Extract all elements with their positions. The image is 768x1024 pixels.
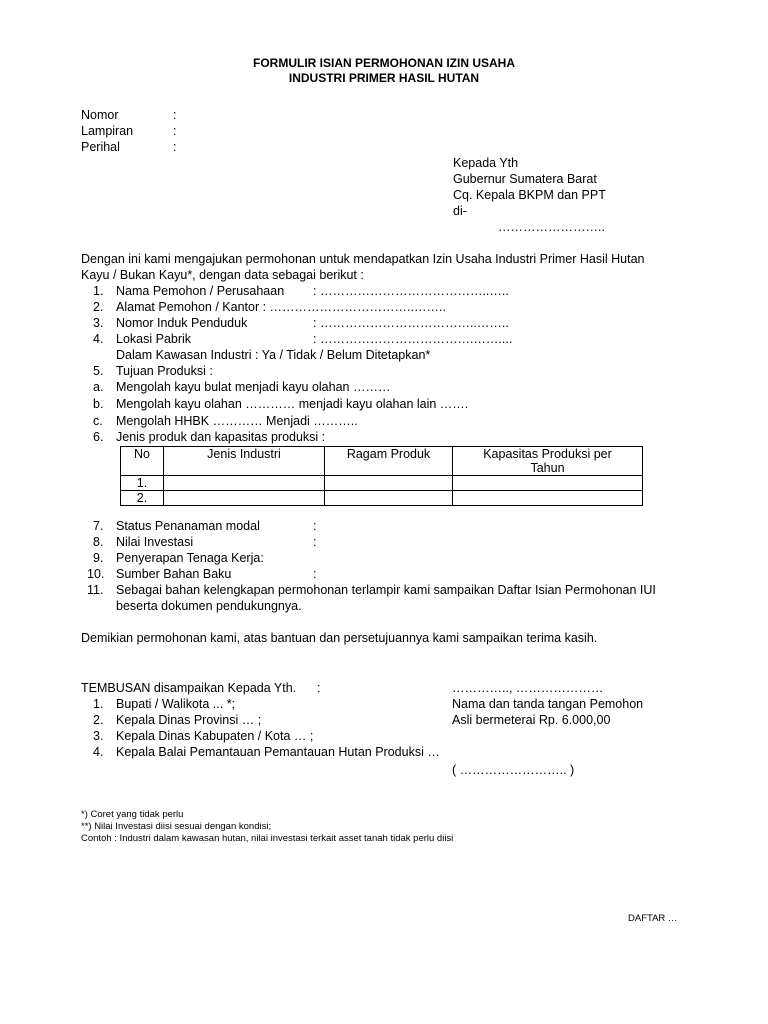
item-3-number: 3. [93, 316, 104, 330]
item-9-number: 9. [93, 551, 104, 565]
footnote-3: Contoh : Industri dalam kawasan hutan, nilai investasi terkait asset tanah tidak perlu diisi [81, 833, 454, 844]
row-2-no: 2. [121, 491, 164, 506]
row-1-ragam[interactable] [325, 476, 453, 491]
row-2-ragam[interactable] [325, 491, 453, 506]
item-5b-label: Mengolah kayu olahan ………… menjadi kayu olahan lain ……. [116, 397, 469, 411]
perihal-colon: : [173, 140, 177, 154]
footnote-2: **) Nilai Investasi diisi sesuai dengan kondisi; [81, 821, 272, 832]
item-7-colon: : [313, 519, 317, 533]
item-4-kawasan: Dalam Kawasan Industri : Ya / Tidak / Belum Ditetapkan* [116, 348, 431, 362]
form-title-line1: FORMULIR ISIAN PERMOHONAN IZIN USAHA [253, 56, 515, 70]
header-ragam-produk: Ragam Produk [325, 447, 453, 476]
lampiran-colon: : [173, 124, 177, 138]
item-1-value: : …………………………………..….. [313, 284, 509, 298]
table-row [121, 491, 643, 506]
cc-item-2-number: 2. [93, 713, 104, 727]
item-1-label: Nama Pemohon / Perusahaan [116, 284, 285, 298]
recipient-line1: Kepada Yth [453, 156, 519, 170]
item-8-number: 8. [93, 535, 104, 549]
item-10-label: Sumber Bahan Baku [116, 567, 232, 581]
perihal-label: Perihal [81, 140, 120, 154]
header-jenis-industri: Jenis Industri [164, 447, 325, 476]
signature-meterai: Asli bermeterai Rp. 6.000,00 [452, 713, 611, 727]
header-kapasitas [453, 447, 643, 476]
row-2-jenis[interactable] [164, 491, 325, 506]
item-2-number: 2. [93, 300, 104, 314]
production-capacity-table [120, 446, 643, 506]
row-1-jenis[interactable] [164, 476, 325, 491]
cc-item-4-number: 4. [93, 745, 104, 759]
recipient-line3: Cq. Kepala BKPM dan PPT [453, 188, 606, 202]
cc-item-1-number: 1. [93, 697, 104, 711]
recipient-line4: di- [453, 204, 467, 218]
lampiran-label: Lampiran [81, 124, 134, 138]
header-kapasitas-line2: Tahun [530, 461, 565, 475]
signature-place-date: ………….., ………………… [452, 681, 604, 695]
item-5a-label: Mengolah kayu bulat menjadi kayu olahan ……… [116, 380, 391, 394]
form-title-line2: INDUSTRI PRIMER HASIL HUTAN [288, 71, 480, 85]
footnote-1: *) Coret yang tidak perlu [81, 809, 184, 820]
cc-item-3-number: 3. [93, 729, 104, 743]
item-4-number: 4. [93, 332, 104, 346]
intro-line1: Dengan ini kami mengajukan permohonan untuk mendapatkan Izin Usaha Industri Primer Hasil Hutan [81, 252, 645, 266]
nomor-label: Nomor [81, 108, 119, 122]
item-5a-letter: a. [93, 380, 104, 394]
item-5b-letter: b. [93, 397, 104, 411]
item-3-label: Nomor Induk Penduduk [116, 316, 248, 330]
header-no: No [121, 447, 164, 476]
item-10-colon: : [313, 567, 317, 581]
cc-item-3: Kepala Dinas Kabupaten / Kota … ; [116, 729, 314, 743]
item-6-label: Jenis produk dan kapasitas produksi : [116, 430, 326, 444]
cc-item-2: Kepala Dinas Provinsi … ; [116, 713, 262, 727]
item-8-label: Nilai Investasi [116, 535, 194, 549]
recipient-line2: Gubernur Sumatera Barat [453, 172, 597, 186]
item-7-number: 7. [93, 519, 104, 533]
item-5c-letter: c. [93, 414, 103, 428]
item-11-number: 11. [87, 583, 104, 597]
row-1-no: 1. [121, 476, 164, 491]
item-5c-label: Mengolah HHBK ………… Menjadi ……….. [116, 414, 358, 428]
footer-continuation: DAFTAR … [628, 913, 678, 924]
table-row [121, 476, 643, 491]
row-1-kapasitas[interactable] [453, 476, 643, 491]
table-header-row [121, 447, 643, 476]
item-11-label-cont: beserta dokumen pendukungnya. [116, 599, 302, 613]
item-2-label: Alamat Pemohon / Kantor : ……………………………..…….. [116, 300, 446, 314]
item-3-value: : ………………………………..…….. [313, 316, 509, 330]
signature-name-blank: ( …………………….. ) [452, 763, 575, 777]
item-6-number: 6. [93, 430, 104, 444]
item-8-colon: : [313, 535, 317, 549]
cc-colon: : [317, 681, 321, 695]
item-1-number: 1. [93, 284, 104, 298]
item-4-label: Lokasi Pabrik [116, 332, 192, 346]
intro-line2: Kayu / Bukan Kayu*, dengan data sebagai berikut : [81, 268, 364, 282]
closing-text: Demikian permohonan kami, atas bantuan dan persetujuannya kami sampaikan terima kasih. [81, 631, 598, 645]
nomor-colon: : [173, 108, 177, 122]
item-5-number: 5. [93, 364, 104, 378]
recipient-line5: …………………….. [498, 220, 605, 234]
item-4-value: : ……………………………….…….... [313, 332, 513, 346]
cc-item-1: Bupati / Walikota ... *; [116, 697, 236, 711]
header-kapasitas-line1: Kapasitas Produksi per [483, 447, 612, 461]
cc-item-4: Kepala Balai Pemantauan Pemantauan Hutan Produksi … [116, 745, 440, 759]
item-11-label: Sebagai bahan kelengkapan permohonan terlampir kami sampaikan Daftar Isian Permohonan IUI [116, 583, 656, 597]
item-7-label: Status Penanaman modal [116, 519, 260, 533]
row-2-kapasitas[interactable] [453, 491, 643, 506]
item-9-label: Penyerapan Tenaga Kerja: [116, 551, 264, 565]
item-5-label: Tujuan Produksi : [116, 364, 213, 378]
cc-heading: TEMBUSAN disampaikan Kepada Yth. [81, 681, 297, 695]
item-10-number: 10. [87, 567, 105, 581]
signature-name-label: Nama dan tanda tangan Pemohon [452, 697, 644, 711]
